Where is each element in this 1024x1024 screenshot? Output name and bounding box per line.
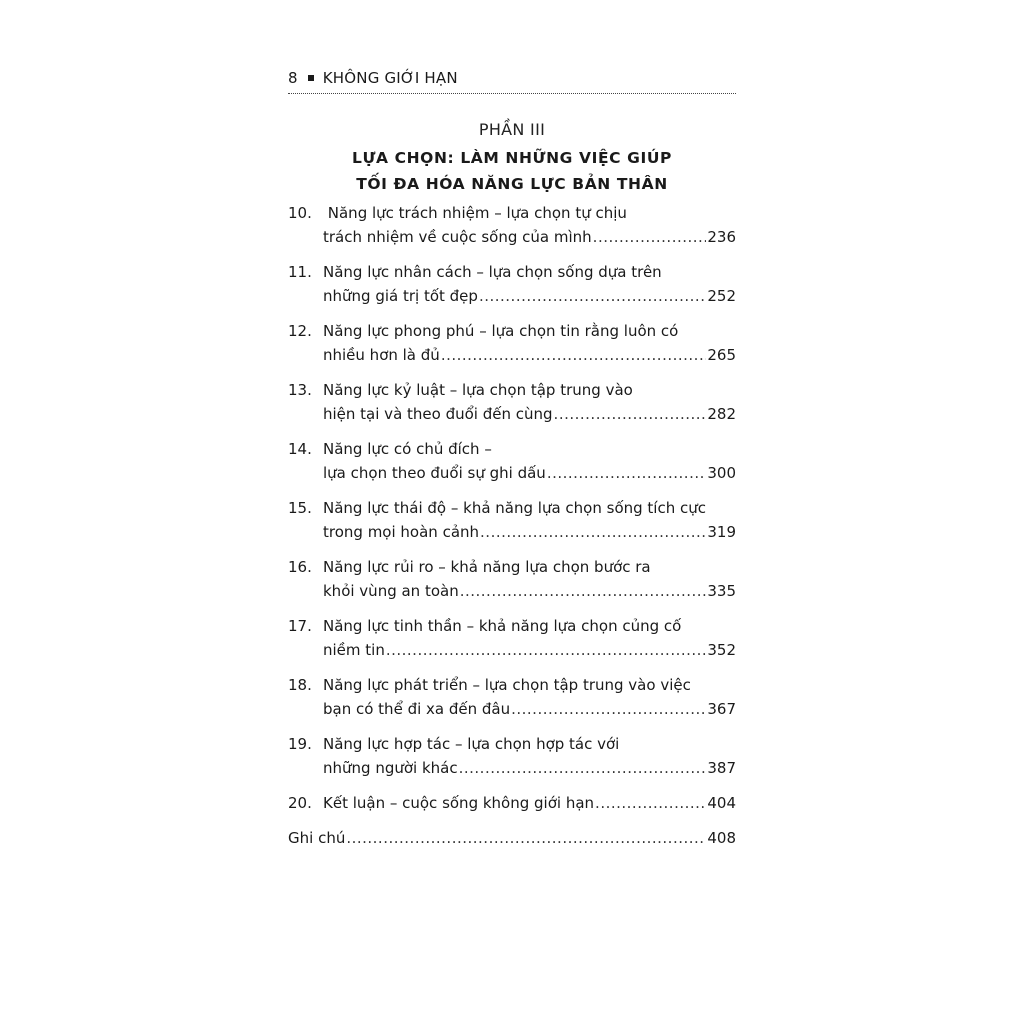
table-of-contents	[288, 201, 736, 861]
toc-entry	[288, 437, 736, 485]
dot-leader	[479, 284, 706, 308]
chapter-number: 20.	[288, 794, 312, 812]
chapter-title-line-1: Năng lực phong phú – lựa chọn tin rằng luôn có	[323, 322, 679, 340]
chapter-title-line-2: lựa chọn theo đuổi sự ghi dấu	[323, 464, 546, 482]
dot-leader	[459, 756, 707, 780]
chapter-number: 11.	[288, 263, 312, 281]
header-divider	[288, 93, 736, 94]
toc-entry-line	[288, 756, 736, 780]
chapter-number: 19.	[288, 735, 312, 753]
chapter-title-line-2: nhiều hơn là đủ	[323, 346, 440, 364]
chapter-title-line-1: Năng lực rủi ro – khả năng lựa chọn bước ra	[323, 558, 651, 576]
toc-entry	[288, 319, 736, 367]
toc-entry-line	[288, 826, 736, 850]
page-number: 8	[288, 69, 298, 87]
dot-leader	[480, 520, 706, 544]
chapter-title-line-2: bạn có thể đi xa đến đâu	[323, 700, 511, 718]
part-title	[288, 145, 736, 197]
page-ref: 352	[707, 641, 736, 659]
chapter-title-line-1: Năng lực hợp tác – lựa chọn hợp tác với	[323, 735, 620, 753]
page-ref: 300	[707, 464, 736, 482]
chapter-title-line-2: trong mọi hoàn cảnh	[323, 523, 480, 541]
chapter-title-line-1: Năng lực kỷ luật – lựa chọn tập trung vào	[323, 381, 633, 399]
toc-entry-line	[288, 791, 736, 815]
chapter-number: 13.	[288, 381, 312, 399]
dot-leader	[554, 402, 707, 426]
toc-entry-line	[288, 225, 736, 249]
chapter-title-line-1: Năng lực tinh thần – khả năng lựa chọn củng cố	[323, 617, 682, 635]
chapter-title-line-1: Năng lực nhân cách – lựa chọn sống dựa trên	[323, 263, 662, 281]
toc-entry-line	[288, 343, 736, 367]
page-ref: 282	[707, 405, 736, 423]
page-ref: 387	[707, 759, 736, 777]
dot-leader	[460, 579, 707, 603]
dot-leader	[346, 826, 706, 850]
dot-leader	[595, 791, 706, 815]
chapter-number: 17.	[288, 617, 312, 635]
page-ref: 236	[707, 228, 736, 246]
chapter-number: 18.	[288, 676, 312, 694]
part-title-line-1: LỰA CHỌN: LÀM NHỮNG VIỆC GIÚP	[352, 149, 672, 167]
page-ref: 252	[707, 287, 736, 305]
toc-entry	[288, 791, 736, 815]
dot-leader	[547, 461, 707, 485]
chapter-title: Kết luận – cuộc sống không giới hạn	[323, 794, 595, 812]
chapter-title-line-1: Năng lực phát triển – lựa chọn tập trung vào việc	[323, 676, 691, 694]
toc-entry-line	[288, 520, 736, 544]
chapter-title-line-1: Năng lực thái độ – khả năng lựa chọn sống tích cực	[323, 499, 706, 517]
part-title-line-2: TỐI ĐA HÓA NĂNG LỰC BẢN THÂN	[356, 175, 668, 193]
chapter-number: 16.	[288, 558, 312, 576]
chapter-title-line-1: Năng lực có chủ đích –	[323, 440, 492, 458]
chapter-title-line-2: niềm tin	[323, 641, 385, 659]
toc-entry-line	[288, 461, 736, 485]
toc-entry-line	[288, 402, 736, 426]
toc-entry	[288, 378, 736, 426]
page-ref: 265	[707, 346, 736, 364]
chapter-title-line-2: hiện tại và theo đuổi đến cùng	[323, 405, 553, 423]
toc-entry	[288, 614, 736, 662]
toc-entry	[288, 555, 736, 603]
chapter-number: 14.	[288, 440, 312, 458]
page-ref: 408	[707, 829, 736, 847]
square-bullet-icon	[308, 75, 314, 81]
chapter-title-line-2: khỏi vùng an toàn	[323, 582, 459, 600]
toc-entry	[288, 732, 736, 780]
notes-label: Ghi chú	[288, 829, 346, 847]
toc-entry	[288, 496, 736, 544]
dot-leader	[511, 697, 706, 721]
toc-entry	[288, 201, 736, 249]
page-ref: 404	[707, 794, 736, 812]
page-ref: 319	[707, 523, 736, 541]
toc-entry	[288, 673, 736, 721]
dot-leader	[441, 343, 707, 367]
chapter-number: 12.	[288, 322, 312, 340]
chapter-title-line-2: trách nhiệm về cuộc sống của mình	[323, 228, 592, 246]
toc-entry-line	[288, 284, 736, 308]
page-ref: 335	[707, 582, 736, 600]
book-title: KHÔNG GIỚI HẠN	[322, 69, 458, 87]
chapter-number: 10.	[288, 204, 312, 222]
toc-entry-notes	[288, 826, 736, 850]
chapter-title-line-2: những giá trị tốt đẹp	[323, 287, 478, 305]
dot-leader	[386, 638, 707, 662]
toc-entry	[288, 260, 736, 308]
toc-entry-line	[288, 638, 736, 662]
toc-entry-line	[288, 579, 736, 603]
chapter-title-line-1: Năng lực trách nhiệm – lựa chọn tự chịu	[323, 204, 627, 222]
dot-leader	[593, 225, 707, 249]
book-page	[288, 0, 736, 1024]
chapter-title-line-2: những người khác	[323, 759, 458, 777]
part-label: PHẦN III	[478, 120, 546, 139]
toc-entry-line	[288, 697, 736, 721]
running-header	[288, 66, 736, 90]
page-ref: 367	[707, 700, 736, 718]
chapter-number: 15.	[288, 499, 312, 517]
